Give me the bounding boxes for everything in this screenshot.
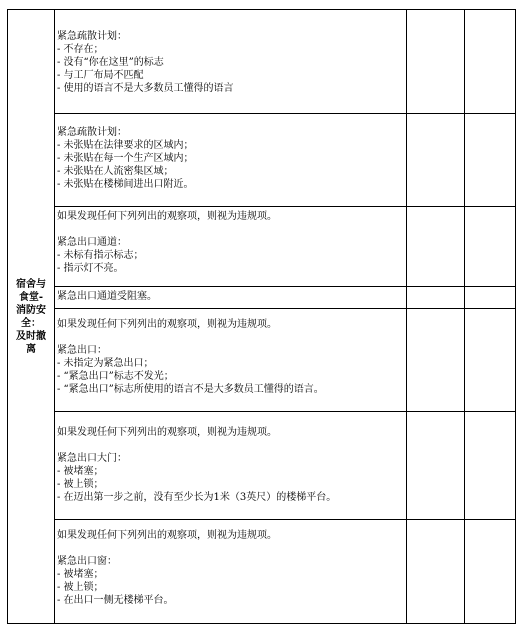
text-line: - “紧急出口”标志所使用的语言不是大多数员工懂得的语言。 [57,384,324,395]
requirement-cell [55,10,407,114]
category-label-line: 宿舍与 [16,278,46,290]
category-label-line: 全： [21,317,41,329]
text-line: - 被堵塞； [57,569,104,580]
spacer [57,331,404,344]
blank-cell [407,10,465,114]
blank-cell [465,114,516,207]
blank-cell [407,114,465,207]
intro-line: 如果发现任何下列列出的观察项，则视为违规项。 [57,427,277,438]
category-label-line: 食堂- [18,291,44,303]
intro-line: 如果发现任何下列列出的观察项，则视为违规项。 [57,211,277,222]
table-row [8,287,516,309]
text-line: - 指示灯不亮。 [57,263,124,274]
requirement-cell [55,309,407,412]
blank-cell [407,520,465,624]
text-line: 紧急疏散计划： [57,31,127,42]
text-line: 紧急出口： [57,345,107,356]
text-line: 紧急出口通道受阻塞。 [57,291,157,302]
text-line: - 未张贴在楼梯间进出口附近。 [57,179,194,190]
text-line: - “紧急出口”标志不发光； [57,371,174,382]
text-line: 紧急出口大门： [57,453,127,464]
text-line: - 没有“你在这里”的标志 [57,57,164,68]
category-label-line: 离 [26,343,36,355]
requirement-cell [55,287,407,309]
blank-cell [465,207,516,287]
blank-cell [465,412,516,520]
text-line: - 使用的语言不是大多数员工懂得的语言 [57,83,234,94]
checklist-table [7,9,516,624]
text-line: - 不存在； [57,44,104,55]
blank-cell [465,287,516,309]
text-line: - 未指定为紧急出口； [57,358,154,369]
text-line: - 未张贴在每一个生产区域内； [57,153,194,164]
blank-cell [407,412,465,520]
blank-cell [407,309,465,412]
table-row [8,412,516,520]
requirement-cell [55,412,407,520]
category-cell [8,10,55,624]
text-line: 紧急出口窗： [57,556,117,567]
table-row [8,309,516,412]
spacer [57,439,404,452]
text-line: - 未张贴在人流密集区域； [57,166,174,177]
intro-line: 如果发现任何下列列出的观察项，则视为违规项。 [57,530,277,541]
intro-line: 如果发现任何下列列出的观察项，则视为违规项。 [57,319,277,330]
blank-cell [465,309,516,412]
text-line: - 被堵塞； [57,466,104,477]
table-row [8,10,516,114]
requirement-cell [55,114,407,207]
blank-cell [465,10,516,114]
category-label-line: 及时撤 [16,330,46,342]
text-line: - 未张贴在法律要求的区域内； [57,140,194,151]
requirement-cell [55,520,407,624]
blank-cell [407,207,465,287]
text-line: - 与工厂布局不匹配 [57,70,144,81]
table-row [8,114,516,207]
text-line: 紧急疏散计划： [57,127,127,138]
spacer [57,542,404,555]
text-line: - 在出口一侧无楼梯平台。 [57,595,174,606]
text-line: - 在迈出第一步之前，没有至少长为1米（3英尺）的楼梯平台。 [57,492,337,503]
text-line: - 被上锁； [57,479,104,490]
table-row [8,207,516,287]
requirement-cell [55,207,407,287]
table-row [8,520,516,624]
text-line: - 被上锁； [57,582,104,593]
text-line: - 未标有指示标志； [57,250,144,261]
category-label-line: 消防安 [16,304,46,316]
text-line: 紧急出口通道： [57,237,127,248]
blank-cell [465,520,516,624]
blank-cell [407,287,465,309]
spacer [57,223,404,236]
